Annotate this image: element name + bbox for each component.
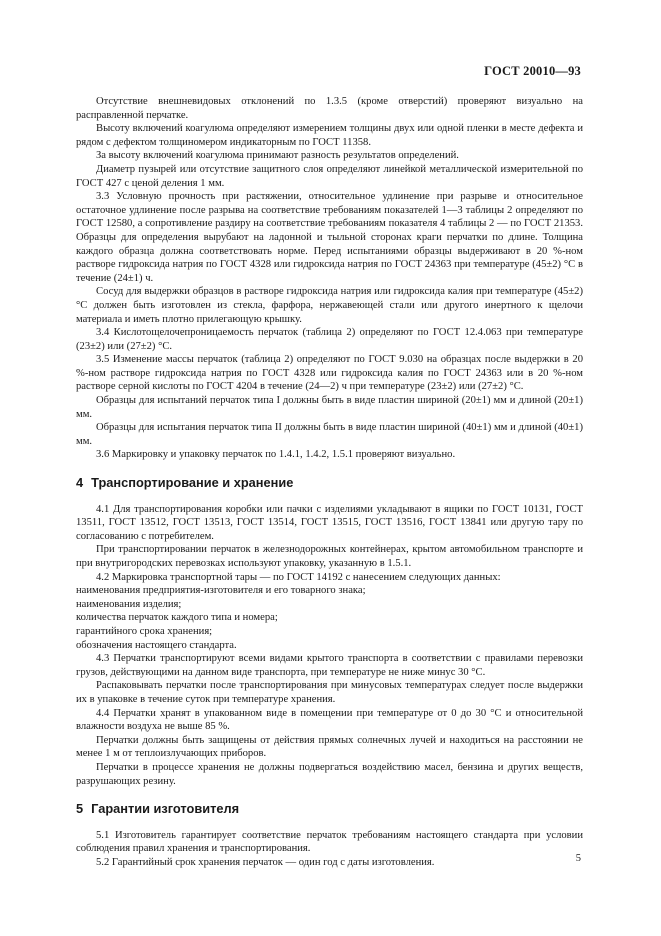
section-number: 4	[76, 475, 84, 491]
list-item: наименования предприятия-изготовителя и его товарного знака;	[76, 585, 366, 597]
paragraph: За высоту включений коагулюма принимают разность результатов определений.	[96, 150, 459, 162]
paragraph: Сосуд для выдержки образцов в растворе гидроксида натрия или гидроксида калия при температуре (45±2) °С должен быть изготовлен из стекла, фарфора, нержавеющей стали или другого инертного к щелочи материала и иметь плотно прилегающую крышку.	[76, 286, 583, 325]
page-content	[76, 95, 583, 869]
paragraph-3-5: 3.5 Изменение массы перчаток (таблица 2) определяют по ГОСТ 9.030 на образцах после выдержки в 20 %-ном растворе гидроксида натрия по ГОСТ 4328 или гидроксида калия по ГОСТ 24363 или в 20 %-ном растворе серной кислоты по ГОСТ 4204 в течение (24—2) ч при температуре (23±2) или (27±2) °С.	[76, 354, 583, 393]
paragraph: Отсутствие внешневидовых отклонений по 1.3.5 (кроме отверстий) проверяют визуально на расправленной перчатке.	[76, 96, 583, 121]
list-item: наименования изделия;	[76, 598, 182, 610]
paragraph-3-3: 3.3 Условную прочность при растяжении, относительное удлинение при разрыве и относительное остаточное удлинение после разрыва на соответствие требованиям показателей 1—3 таблицы 2 определяют по ГОСТ 12580, а сопротивление раздиру на соответствие требованиям показателя 4 таблицы 2 — по ГОСТ 21353. Образцы для определения вырубают на ладонной и тыльной сторонах краги перчатки по длине. Толщина каждого образца должна соответствовать норме. Перед испытаниями образцы выдерживают в 20 %-ном растворе гидроксида натрия по ГОСТ 4328 или гидроксида натрия по ГОСТ 24363 при температуре (45±2) °С в течение (24±1) ч.	[76, 191, 583, 284]
paragraph: Распаковывать перчатки после транспортирования при минусовых температурах следует после выдержки их в упаковке в течение суток при температуре хранения.	[76, 680, 583, 705]
section-5-body	[76, 829, 583, 870]
section-number: 5	[76, 801, 84, 817]
list-item: гарантийного срока хранения;	[76, 625, 213, 637]
section-4-body	[76, 503, 583, 788]
page-number: 5	[575, 853, 581, 864]
paragraph-3-4: 3.4 Кислотощелочепроницаемость перчаток (таблица 2) определяют по ГОСТ 12.4.063 при температуре (23±2) или (27±2) °С.	[76, 327, 583, 352]
paragraph: Высоту включений коагулюма определяют измерением толщины двух или одной пленки в месте дефекта и рядом с дефектом толщиномером индикаторным по ГОСТ 11358.	[76, 123, 583, 148]
paragraph-5-2: 5.2 Гарантийный срок хранения перчаток — один год с даты изготовления.	[96, 856, 435, 868]
section-5-heading	[76, 802, 583, 816]
paragraph-4-3: 4.3 Перчатки транспортируют всеми видами крытого транспорта в соответствии с правилами перевозки грузов, действующими на данном виде транспорта, при температуре не ниже минус 30 °С.	[76, 653, 583, 678]
paragraph-3-6: 3.6 Маркировку и упаковку перчаток по 1.4.1, 1.4.2, 1.5.1 проверяют визуально.	[96, 449, 456, 461]
document-header: ГОСТ 20010—93	[484, 64, 581, 78]
section-title: Гарантии изготовителя	[91, 801, 240, 817]
paragraph: Диаметр пузырей или отсутствие защитного слоя определяют линейкой металлической измерительной по ГОСТ 427 с ценой деления 1 мм.	[76, 163, 583, 189]
paragraph-4-1: 4.1 Для транспортирования коробки или пачки с изделиями укладывают в ящики по ГОСТ 10131, ГОСТ 13511, ГОСТ 13512, ГОСТ 13513, ГОСТ 13514, ГОСТ 13515, ГОСТ 13516, ГОСТ 13841 или другую тару по согласованию с потребителем.	[76, 503, 583, 542]
section-4-heading	[76, 476, 583, 490]
paragraph: Перчатки должны быть защищены от действия прямых солнечных лучей и находиться на расстоянии не менее 1 м от теплоизлучающих приборов.	[76, 734, 583, 760]
paragraph: Образцы для испытания перчаток типа II должны быть в виде пластин шириной (40±1) мм и длиной (40±1) мм.	[76, 422, 583, 447]
paragraph: Перчатки в процессе хранения не должны подвергаться воздействию масел, бензина и других веществ, разрушающих резину.	[76, 761, 583, 787]
paragraph: Образцы для испытаний перчаток типа I должны быть в виде пластин шириной (20±1) мм и длиной (20±1) мм.	[76, 395, 583, 420]
section-3-continuation	[76, 95, 583, 462]
section-title: Транспортирование и хранение	[91, 475, 294, 491]
paragraph: При транспортировании перчаток в железнодорожных контейнерах, крытом автомобильном транспорте и при внутригородских перевозках используют упаковку, указанную в 1.5.1.	[76, 544, 583, 569]
paragraph-4-4: 4.4 Перчатки хранят в упакованном виде в помещении при температуре от 0 до 30 °С и относительной влажности воздуха не выше 85 %.	[76, 707, 583, 733]
list-item: обозначения настоящего стандарта.	[76, 639, 237, 651]
list-item: количества перчаток каждого типа и номера;	[76, 612, 278, 624]
paragraph-4-2: 4.2 Маркировка транспортной тары — по ГОСТ 14192 с нанесением следующих данных:	[96, 571, 501, 583]
paragraph-5-1: 5.1 Изготовитель гарантирует соответствие перчаток требованиям настоящего стандарта при условии соблюдения правил хранения и транспортирования.	[76, 829, 583, 855]
